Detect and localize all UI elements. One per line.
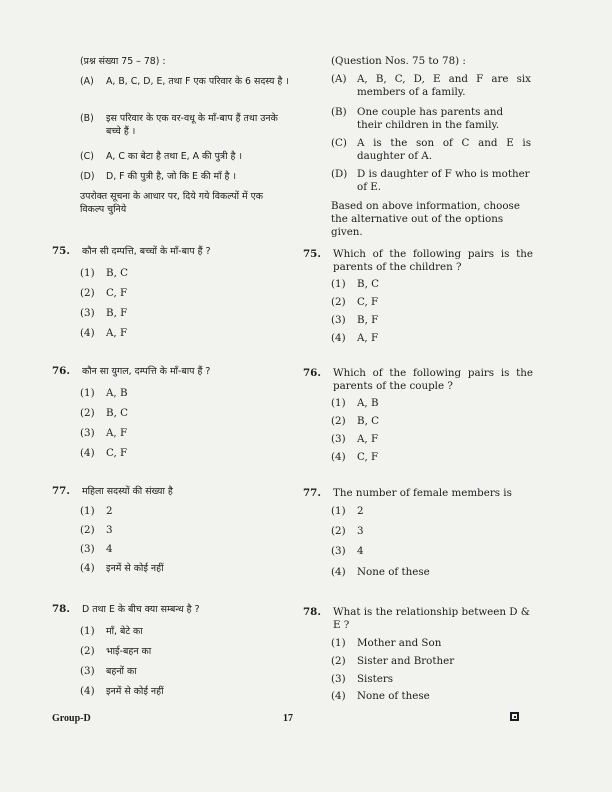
option-text: Mother and Son [357,637,442,649]
question-text: The number of female members is [333,487,512,499]
option [80,645,151,658]
option-number: (2) [331,296,346,308]
item-text: A, B, C, D, E and F are six members of a family. [357,73,531,98]
option-text: B, C [357,415,379,427]
option-number: (2) [80,645,95,657]
option [331,505,364,518]
option [331,433,378,446]
item-label: (B) [331,106,347,118]
english-question [303,248,533,348]
option-number: (1) [80,267,95,279]
option-text: A, F [357,332,379,344]
item-label: (D) [331,168,348,180]
option-number: (3) [80,665,95,677]
question-number: 75. [52,245,70,257]
english-question [303,487,533,582]
option [80,427,127,440]
option-text: None of these [357,690,430,702]
option-text: A, F [357,433,379,445]
option-number: (3) [331,433,346,445]
option-text: Sisters [357,673,394,685]
option [80,625,143,638]
option-text: C, F [106,287,128,299]
option [80,543,113,556]
option [80,307,127,320]
item-text: A, C का बेटा है तथा E, A की पुत्री है । [106,151,242,162]
option-number: (4) [331,451,346,463]
option-text: 2 [106,505,113,517]
english-intro-item [331,168,531,194]
option-text: 3 [357,525,364,537]
option-number: (4) [331,332,346,344]
question-number: 78. [303,606,321,618]
option [80,505,113,518]
option-number: (2) [80,287,95,299]
option-number: (1) [80,387,95,399]
option-text: B, C [106,267,128,279]
option-text: 3 [106,524,113,536]
hindi-question [52,245,292,340]
option [80,407,128,420]
option [331,637,441,650]
option-text: A, F [106,427,128,439]
item-label: (C) [331,137,347,149]
option-number: (1) [80,505,95,517]
item-text: One couple has parents and their children in the family. [357,106,504,131]
option-text: Sister and Brother [357,655,455,667]
option-number: (2) [331,525,346,537]
option-text: B, C [357,278,379,290]
group-label: Group-D [52,713,91,724]
option-number: (4) [80,447,95,459]
option-text: 4 [357,545,364,557]
option-number: (1) [331,278,346,290]
option [80,387,128,400]
option-text: B, F [357,314,379,326]
option [80,685,164,698]
option-text: इनमें से कोई नहीं [106,563,164,574]
question-text: महिला सदस्यों की संख्या है [82,486,173,497]
option-text: A, B [357,397,379,409]
option-text: C, F [357,296,379,308]
hindi-intro-heading: (प्रश्न संख्या 75 – 78) : [80,56,166,67]
option-number: (4) [80,327,95,339]
option-text: C, F [106,447,128,459]
option-text: भाई-बहन का [106,646,152,657]
option [80,267,128,280]
english-intro-instruction: Based on above information, choose the alternative out of the options given. [331,200,520,238]
item-text: D, F की पुत्री है, जो कि E की माँ है । [106,171,237,182]
option-number: (1) [331,397,346,409]
item-label: (C) [80,151,94,162]
option [331,296,378,309]
option-number: (2) [80,407,95,419]
hindi-intro-item [80,112,290,138]
option-number: (3) [331,314,346,326]
item-text: D is daughter of F who is mother of E. [357,168,530,193]
english-intro-heading: (Question Nos. 75 to 78) : [331,55,466,67]
english-intro-item [331,73,531,99]
option [331,545,364,558]
hindi-intro-item [80,150,290,163]
hindi-question [52,603,292,703]
option [331,690,430,703]
item-label: (B) [80,113,94,124]
item-label: (D) [80,171,95,182]
option [331,332,378,345]
item-label: (A) [331,73,347,85]
item-text: A, B, C, D, E, तथा F एक परिवार के 6 सदस्य है । [106,76,289,87]
question-text: Which of the following pairs is the parents of the couple ? [333,367,533,392]
option-text: 4 [106,543,113,555]
hindi-intro-item [80,170,290,183]
option-number: (1) [331,637,346,649]
option-number: (4) [80,562,95,574]
option-number: (3) [331,545,346,557]
option-number: (3) [80,427,95,439]
item-label: (A) [80,76,94,87]
english-question [303,367,533,467]
option-text: इनमें से कोई नहीं [106,686,164,697]
question-number: 76. [303,367,321,379]
square-marker-icon [510,712,519,721]
question-number: 76. [52,365,70,377]
hindi-question [52,365,292,460]
item-text: A is the son of C and E is daughter of A. [357,137,531,162]
item-text: इस परिवार के एक वर-वधू के माँ-बाप हैं तथा उनके बच्चे हैं । [106,113,278,137]
option [80,327,127,340]
option-number: (1) [331,505,346,517]
option [331,451,378,464]
option-number: (2) [331,415,346,427]
option-number: (4) [331,690,346,702]
option-number: (2) [80,524,95,536]
option-text: बहनों का [106,666,137,677]
option [331,673,393,686]
option-text: B, F [106,307,128,319]
question-text: कौन सा युगल, दम्पत्ति के माँ-बाप हैं ? [82,366,211,377]
option [331,415,379,428]
option [80,665,137,678]
option [80,524,113,537]
option [331,397,379,410]
option [331,314,378,327]
question-text: D तथा E के बीच क्या सम्बन्ध है ? [82,604,200,615]
option-number: (3) [80,307,95,319]
option [80,287,127,300]
option-text: C, F [357,451,379,463]
option-number: (4) [80,685,95,697]
option [331,278,379,291]
english-question [303,606,533,706]
question-text: What is the relationship between D & E ? [333,606,530,631]
hindi-intro-item [80,75,290,88]
option [331,525,364,538]
option-number: (3) [331,673,346,685]
option-number: (1) [80,625,95,637]
option [331,566,430,579]
option-text: A, B [106,387,128,399]
option [331,655,454,668]
english-intro-item [331,106,531,132]
option-number: (2) [331,655,346,667]
option-number: (4) [331,566,346,578]
question-number: 77. [303,487,321,499]
english-intro-item [331,137,531,163]
page-number: 17 [283,713,293,724]
option-number: (3) [80,543,95,555]
hindi-question [52,485,292,580]
question-text: Which of the following pairs is the parents of the children ? [333,248,533,273]
option-text: 2 [357,505,364,517]
question-text: कौन सी दम्पत्ति, बच्चों के माँ-बाप हैं ? [82,246,211,257]
hindi-intro-instruction: उपरोक्त सूचना के आधार पर, दिये गये विकल्पों में एक विकल्प चुनिये [80,191,263,215]
option-text: None of these [357,566,430,578]
question-number: 75. [303,248,321,260]
option-text: A, F [106,327,128,339]
option [80,562,164,575]
option-text: B, C [106,407,128,419]
question-number: 77. [52,485,70,497]
option [80,447,127,460]
question-number: 78. [52,603,70,615]
option-text: माँ, बेटे का [106,626,143,637]
